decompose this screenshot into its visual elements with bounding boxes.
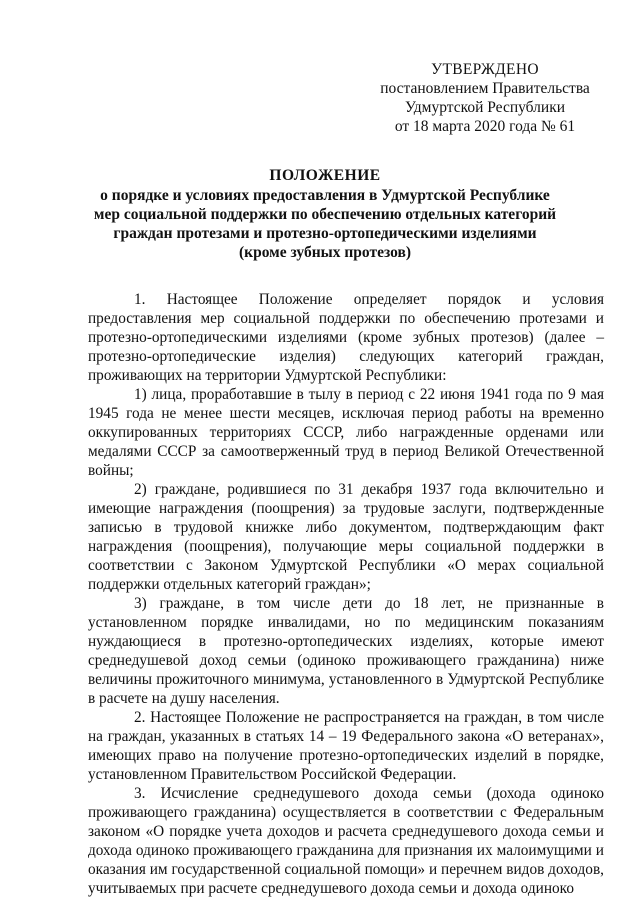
paragraph-1-item-1: 1) лица, проработавшие в тылу в период с 22 июня 1941 года по 9 мая 1945 года не менее шести месяцев, исключая период работы на временно оккупированных территориях СССР, либо награжденные орденами или медалями СССР за самоотверженный труд в период Великой Отечественной войны; xyxy=(88,386,604,479)
title-line-3: граждан протезами и протезно-ортопедическими изделиями xyxy=(113,225,537,242)
approval-line-2: Удмуртской Республики xyxy=(404,99,566,116)
paragraph-3: 3. Исчисление среднедушевого дохода семьи (дохода одиноко проживающего гражданина) осуществляется в соответствии с Федеральным законом «О порядке учета доходов и расчета среднедушевого дохода семьи и дохода одиноко проживающего гражданина для признания их малоимущими и оказания им государственной социальной помощи» и перечнем видов доходов, учитываемых при расчете среднедушевого дохода семьи и дохода одиноко xyxy=(88,785,604,897)
approval-heading: УТВЕРЖДЕНО xyxy=(431,61,539,78)
document-body xyxy=(88,290,604,898)
paragraph-1-item-3: 3) граждане, в том числе дети до 18 лет, не признанные в установленном порядке инвалидами, но по медицинским показаниям нуждающиеся в протезно-ортопедических изделиях, которые имеют среднедушевой доход семьи (одиноко проживающего гражданина) ниже величины прожиточного минимума, установленного в Удмуртской Республике в расчете на душу населения. xyxy=(88,595,604,707)
paragraph-1-item-2: 2) граждане, родившиеся по 31 декабря 1937 года включительно и имеющие награждения (поощрения) за трудовые заслуги, подтвержденные записью в трудовой книжке либо документом, подтверждающим факт награждения (поощрения), получающие меры социальной поддержки в соответствии с Законом Удмуртской Республики «О мерах социальной поддержки отдельных категорий граждан»; xyxy=(88,481,604,593)
approval-stamp xyxy=(360,60,610,136)
approval-line-1: постановлением Правительства xyxy=(380,80,590,97)
title-line-2: мер социальной поддержки по обеспечению отдельных категорий xyxy=(93,206,557,223)
title-line-1: о порядке и условиях предоставления в Удмуртской Республике xyxy=(100,187,550,204)
paragraph-2: 2. Настоящее Положение не распространяется на граждан, в том числе на граждан, указанных в статьях 14 – 19 Федерального закона «О ветеранах», имеющих право на получение протезно-ортопедических изделий в порядке, установленном Правительством Российской Федерации. xyxy=(88,709,604,783)
paragraph-1: 1. Настоящее Положение определяет порядок и условия предоставления мер социальной поддержки по обеспечению протезами и протезно-ортопедическими изделиями (кроме зубных протезов) (далее – протезно-ортопедические изделия) следующих категорий граждан, проживающих на территории Удмуртской Республики: xyxy=(88,291,604,384)
title-line-4: (кроме зубных протезов) xyxy=(239,244,411,261)
approval-line-3: от 18 марта 2020 года № 61 xyxy=(394,118,576,135)
document-title xyxy=(90,166,560,262)
title-main: ПОЛОЖЕНИЕ xyxy=(269,167,381,184)
